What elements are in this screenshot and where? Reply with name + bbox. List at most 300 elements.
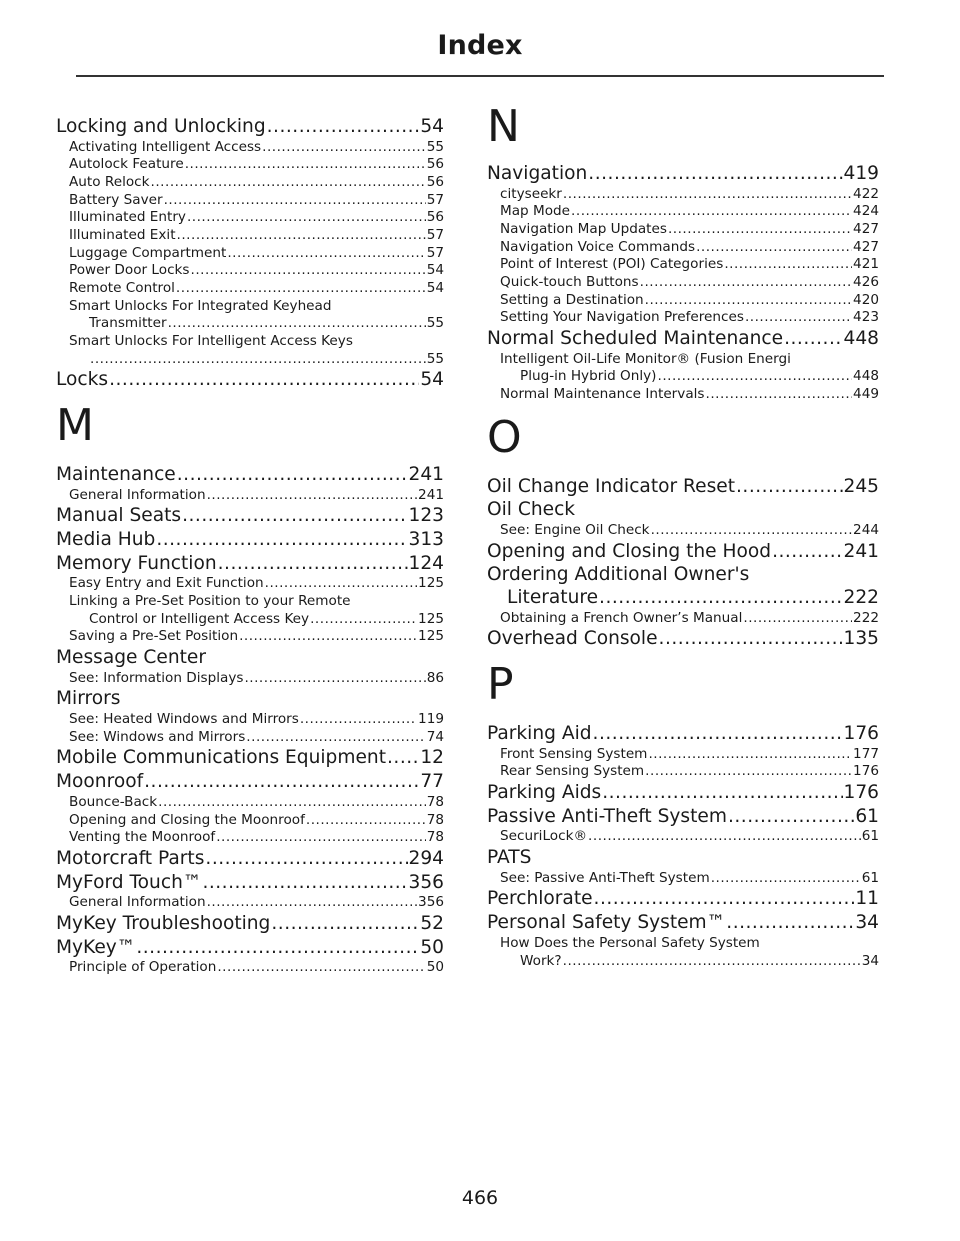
entry-text: Passive Anti-Theft System (487, 805, 727, 827)
entry-line (500, 870, 879, 888)
entry-line (69, 812, 444, 830)
page-ref: 54 (420, 369, 444, 391)
page-ref: 12 (420, 747, 444, 769)
dot-leader (191, 262, 426, 280)
index-block (487, 723, 879, 970)
index-block (56, 464, 444, 977)
dot-leader (90, 351, 426, 369)
index-block (487, 163, 879, 404)
index-subentry (56, 262, 444, 280)
dot-leader (227, 245, 425, 263)
index-entry (487, 328, 879, 351)
page-ref: 294 (408, 847, 444, 869)
entry-line (500, 186, 879, 204)
page-ref: 222 (843, 587, 879, 609)
index-entry (56, 872, 444, 895)
dot-leader (216, 829, 425, 847)
entry-text: Oil Check (487, 499, 576, 521)
dot-leader (177, 464, 408, 487)
entry-text: See: Engine Oil Check (500, 522, 650, 539)
entry-line (500, 221, 879, 239)
entry-line (500, 763, 879, 781)
entry-text: Work? (520, 952, 562, 969)
entry-text: Point of Interest (POI) Categories (500, 256, 724, 273)
entry-text: Moonroof (56, 771, 144, 793)
entry-text: Perchlorate (487, 888, 593, 910)
page-ref: 78 (426, 811, 444, 828)
page-ref: 77 (420, 771, 444, 793)
dot-leader (745, 309, 852, 327)
entry-text: Media Hub (56, 529, 156, 551)
index-entry (56, 771, 444, 794)
index-entry (487, 499, 879, 522)
entry-line (500, 953, 879, 971)
dot-leader (109, 369, 419, 392)
entry-line (500, 203, 879, 221)
entry-text: See: Passive Anti-Theft System (500, 869, 710, 886)
dot-leader (218, 553, 408, 576)
index-entry (56, 848, 444, 871)
entry-line (56, 116, 444, 139)
entry-line (487, 782, 879, 805)
index-subentry (487, 292, 879, 310)
entry-text: Overhead Console (487, 628, 658, 650)
page-ref: 56 (426, 174, 444, 191)
page-ref: 245 (843, 475, 879, 497)
page-ref: 123 (408, 505, 444, 527)
dot-leader (164, 192, 426, 210)
dot-leader (156, 529, 407, 552)
entry-line (56, 913, 444, 936)
entry-text: Obtaining a French Owner’s Manual (500, 609, 743, 626)
entry-text: Intelligent Oil-Life Monitor® (Fusion Energi (500, 350, 791, 367)
entry-text: Control or Intelligent Access Key (89, 610, 310, 627)
entry-text: MyFord Touch™ (56, 871, 202, 893)
page-ref: 57 (426, 227, 444, 244)
entry-line (56, 464, 444, 487)
entry-line (500, 386, 879, 404)
index-entry (487, 564, 879, 609)
index-subentry (487, 610, 879, 628)
index-entry (487, 806, 879, 829)
dot-leader (563, 953, 861, 971)
dot-leader (158, 794, 426, 812)
entry-text: cityseekr (500, 185, 562, 202)
dot-leader (651, 522, 852, 540)
entry-text: See: Information Displays (69, 669, 244, 686)
entry-text: Map Mode (500, 203, 571, 220)
index-subentry (487, 309, 879, 327)
entry-line (56, 872, 444, 895)
page-ref: 244 (853, 522, 879, 539)
dot-leader (267, 116, 420, 139)
page-ref: 448 (843, 328, 879, 350)
dot-leader (246, 729, 425, 747)
entry-line (500, 610, 879, 628)
dot-leader (207, 487, 417, 505)
dot-leader (144, 771, 419, 794)
dot-leader (696, 239, 852, 257)
index-entry (487, 541, 879, 564)
index-subentry (487, 203, 879, 221)
page-ref: 427 (853, 221, 879, 238)
dot-leader (168, 315, 426, 333)
index-entry (487, 628, 879, 651)
page-number: 466 (461, 1187, 499, 1209)
entry-text: Memory Function (56, 552, 217, 574)
entry-text: General Information (69, 486, 206, 503)
index-subentry (56, 729, 444, 747)
entry-line (500, 351, 879, 369)
page-ref: 125 (418, 628, 444, 645)
page-ref: 421 (853, 256, 879, 273)
entry-text: Bounce-Back (69, 793, 158, 810)
entry-text: Setting a Destination (500, 291, 644, 308)
index-subentry (487, 256, 879, 274)
dot-leader (736, 476, 843, 499)
entry-line (56, 747, 444, 770)
page-ref: 176 (843, 723, 879, 745)
entry-line (69, 711, 444, 729)
entry-line (500, 292, 879, 310)
index-subentry (56, 959, 444, 977)
entry-text: Normal Maintenance Intervals (500, 386, 705, 403)
index-entry (56, 747, 444, 770)
entry-line (69, 628, 444, 646)
entry-line (487, 888, 879, 911)
dot-leader (205, 848, 407, 871)
entry-line (487, 499, 879, 522)
page-ref: 50 (426, 959, 444, 976)
entry-text: Literature (507, 587, 599, 609)
dot-leader (177, 227, 426, 245)
dot-leader (265, 575, 417, 593)
index-entry (56, 464, 444, 487)
entry-text: Luggage Compartment (69, 244, 227, 261)
dot-leader (185, 156, 426, 174)
entry-text: Principle of Operation (69, 959, 217, 976)
index-subentry (56, 711, 444, 729)
entry-text: Navigation Map Updates (500, 221, 667, 238)
dot-leader (602, 782, 842, 805)
dot-leader (726, 912, 854, 935)
entry-line (487, 723, 879, 746)
page-ref: 54 (420, 116, 444, 137)
page-ref: 55 (426, 315, 444, 332)
page-ref: 424 (853, 203, 879, 220)
dot-leader (645, 292, 852, 310)
entry-text: Setting Your Navigation Preferences (500, 309, 744, 326)
entry-line (69, 794, 444, 812)
index-subentry (487, 221, 879, 239)
index-subentry (56, 174, 444, 192)
dot-leader (640, 274, 852, 292)
page-ref: 56 (426, 209, 444, 226)
index-subentry (56, 670, 444, 688)
entry-line (500, 935, 879, 953)
entry-text: Saving a Pre-Set Position (69, 628, 239, 645)
dot-leader (571, 203, 852, 221)
page-ref: 241 (408, 464, 444, 486)
page-ref: 34 (855, 912, 879, 934)
entry-line (500, 274, 879, 292)
index-subentry (56, 812, 444, 830)
dot-leader (784, 328, 842, 351)
page-ref: 427 (853, 238, 879, 255)
entry-line (487, 564, 879, 587)
page-ref: 11 (855, 888, 879, 910)
page-ref: 57 (426, 244, 444, 261)
entry-text: Battery Saver (69, 191, 163, 208)
entry-line (487, 912, 879, 935)
entry-line (500, 239, 879, 257)
entry-text: Parking Aid (487, 723, 592, 745)
dot-leader (239, 628, 417, 646)
entry-text: Mobile Communications Equipment (56, 747, 386, 769)
index-subentry (487, 386, 879, 404)
dot-leader (711, 870, 861, 888)
page-ref: 57 (426, 191, 444, 208)
index-entry (56, 116, 444, 139)
index-subentry (56, 829, 444, 847)
entry-line (56, 848, 444, 871)
page-ref: 135 (843, 628, 879, 650)
dot-leader (645, 763, 852, 781)
entry-line (69, 593, 444, 611)
entry-text: PATS (487, 847, 532, 869)
page-ref: 86 (426, 669, 444, 686)
entry-line (56, 529, 444, 552)
index-column-left (56, 115, 444, 977)
entry-text: Linking a Pre-Set Position to your Remote (69, 593, 351, 610)
index-entry (487, 723, 879, 746)
index-subentry (487, 351, 879, 386)
index-entry (56, 529, 444, 552)
dot-leader (728, 806, 854, 829)
entry-line (500, 522, 879, 540)
dot-leader (658, 368, 853, 386)
entry-line (69, 262, 444, 280)
page-ref: 55 (426, 350, 444, 367)
entry-text: Transmitter (89, 315, 167, 332)
dot-leader (151, 174, 426, 192)
entry-line (487, 587, 879, 610)
page-ref: 176 (843, 782, 879, 804)
page-ref: 448 (853, 368, 879, 385)
dot-leader (176, 280, 426, 298)
entry-text: Parking Aids (487, 782, 602, 804)
entry-text: Auto Relock (69, 174, 150, 191)
entry-line (69, 156, 444, 174)
index-subentry (56, 139, 444, 157)
index-entry (487, 782, 879, 805)
entry-text: Maintenance (56, 464, 176, 486)
entry-text: Smart Unlocks For Integrated Keyhead (69, 297, 332, 314)
dot-leader (271, 913, 419, 936)
page-ref: 54 (426, 280, 444, 297)
page-ref: 241 (418, 486, 444, 503)
page-title: Index (437, 30, 523, 61)
page-ref: 34 (861, 952, 879, 969)
page-ref: 78 (426, 829, 444, 846)
page-ref: 426 (853, 274, 879, 291)
entry-line (487, 847, 879, 870)
dot-leader (262, 139, 426, 157)
page-ref: 241 (843, 540, 879, 562)
page-ref: 61 (855, 805, 879, 827)
entry-line (500, 368, 879, 386)
index-subentry (56, 794, 444, 812)
entry-text: Power Door Locks (69, 262, 190, 279)
entry-line (69, 351, 444, 369)
page-ref: 356 (418, 894, 444, 911)
entry-text: Activating Intelligent Access (69, 138, 262, 155)
entry-line (487, 328, 879, 351)
page-ref: 356 (408, 871, 444, 893)
index-subentry (487, 186, 879, 204)
entry-line (69, 280, 444, 298)
entry-text: Easy Entry and Exit Function (69, 575, 264, 592)
entry-line (500, 256, 879, 274)
index-column-right (487, 101, 879, 970)
entry-line (56, 647, 444, 670)
index-subentry (487, 746, 879, 764)
dot-leader (207, 894, 417, 912)
dot-leader (659, 628, 843, 651)
page-ref: 74 (426, 728, 444, 745)
entry-text: Rear Sensing System (500, 763, 645, 780)
entry-line (487, 163, 879, 186)
dot-leader (594, 888, 855, 911)
entry-line (69, 959, 444, 977)
page-ref: 313 (408, 529, 444, 551)
entry-text: Ordering Additional Owner's (487, 564, 750, 586)
entry-line (69, 575, 444, 593)
page-ref: 61 (861, 869, 879, 886)
page-ref: 423 (853, 309, 879, 326)
entry-text: General Information (69, 894, 206, 911)
index-subentry (56, 298, 444, 333)
dot-leader (599, 587, 842, 610)
entry-text: Locking and Unlocking (56, 116, 266, 137)
entry-text: Navigation (487, 163, 588, 184)
index-subentry (56, 593, 444, 628)
entry-line (69, 245, 444, 263)
dot-leader (136, 937, 419, 960)
page-ref: 50 (420, 936, 444, 958)
index-entry (56, 505, 444, 528)
index-subentry (56, 227, 444, 245)
entry-text: Smart Unlocks For Intelligent Access Keys (69, 333, 353, 350)
entry-text: Venting the Moonroof (69, 829, 216, 846)
page-ref: 78 (426, 793, 444, 810)
index-subentry (56, 280, 444, 298)
entry-text: Illuminated Entry (69, 209, 186, 226)
entry-text: Front Sensing System (500, 745, 648, 762)
index-subentry (56, 156, 444, 174)
dot-leader (668, 221, 852, 239)
page-ref: 125 (418, 575, 444, 592)
dot-leader (306, 812, 426, 830)
entry-text: Personal Safety System™ (487, 912, 726, 934)
page-ref: 124 (408, 552, 444, 574)
index-entry (487, 847, 879, 870)
page-ref: 176 (853, 763, 879, 780)
dot-leader (772, 541, 842, 564)
entry-text: Locks (56, 369, 109, 391)
entry-line (69, 192, 444, 210)
entry-line (487, 476, 879, 499)
entry-line (56, 688, 444, 711)
entry-line (56, 369, 444, 392)
entry-text: MyKey Troubleshooting (56, 912, 271, 934)
entry-text: Opening and Closing the Hood (487, 540, 772, 562)
entry-text: Quick-touch Buttons (500, 274, 639, 291)
index-entry (56, 688, 444, 711)
entry-line (487, 806, 879, 829)
index-subentry (487, 274, 879, 292)
entry-line (487, 628, 879, 651)
index-subentry (487, 935, 879, 970)
index-entry (487, 888, 879, 911)
index-entry (487, 476, 879, 499)
entry-text: Oil Change Indicator Reset (487, 475, 735, 497)
entry-line (500, 828, 879, 846)
page-ref: 222 (853, 609, 879, 626)
dot-leader (724, 256, 852, 274)
page-ref: 119 (418, 711, 444, 728)
index-subentry (487, 828, 879, 846)
section-letter-p: P (487, 659, 514, 711)
index-block (56, 116, 444, 392)
index-entry (56, 937, 444, 960)
page-ref: 56 (426, 156, 444, 173)
entry-text: How Does the Personal Safety System (500, 934, 760, 951)
dot-leader (300, 711, 417, 729)
page-ref: 177 (853, 745, 879, 762)
dot-leader (563, 186, 852, 204)
dot-leader (387, 747, 419, 770)
entry-line (56, 553, 444, 576)
page-ref: 52 (420, 912, 444, 934)
dot-leader (244, 670, 425, 688)
index-subentry (487, 239, 879, 257)
page-ref: 54 (426, 262, 444, 279)
entry-text: See: Heated Windows and Mirrors (69, 711, 299, 728)
index-entry (56, 647, 444, 670)
entry-line (69, 174, 444, 192)
entry-text: Motorcraft Parts (56, 847, 205, 869)
entry-line (69, 670, 444, 688)
page-ref: 420 (853, 291, 879, 308)
index-subentry (56, 628, 444, 646)
index-entry (487, 163, 879, 186)
index-subentry (56, 894, 444, 912)
entry-text: Plug-in Hybrid Only) (520, 368, 657, 385)
entry-line (69, 139, 444, 157)
entry-line (69, 298, 444, 316)
section-letter-n: N (487, 101, 520, 152)
entry-line (69, 315, 444, 333)
dot-leader (648, 746, 852, 764)
entry-line (69, 227, 444, 245)
dot-leader (182, 505, 407, 528)
section-letter-m: M (56, 400, 94, 452)
dot-leader (743, 610, 852, 628)
dot-leader (588, 163, 842, 186)
entry-text: Normal Scheduled Maintenance (487, 328, 784, 350)
dot-leader (706, 386, 853, 404)
